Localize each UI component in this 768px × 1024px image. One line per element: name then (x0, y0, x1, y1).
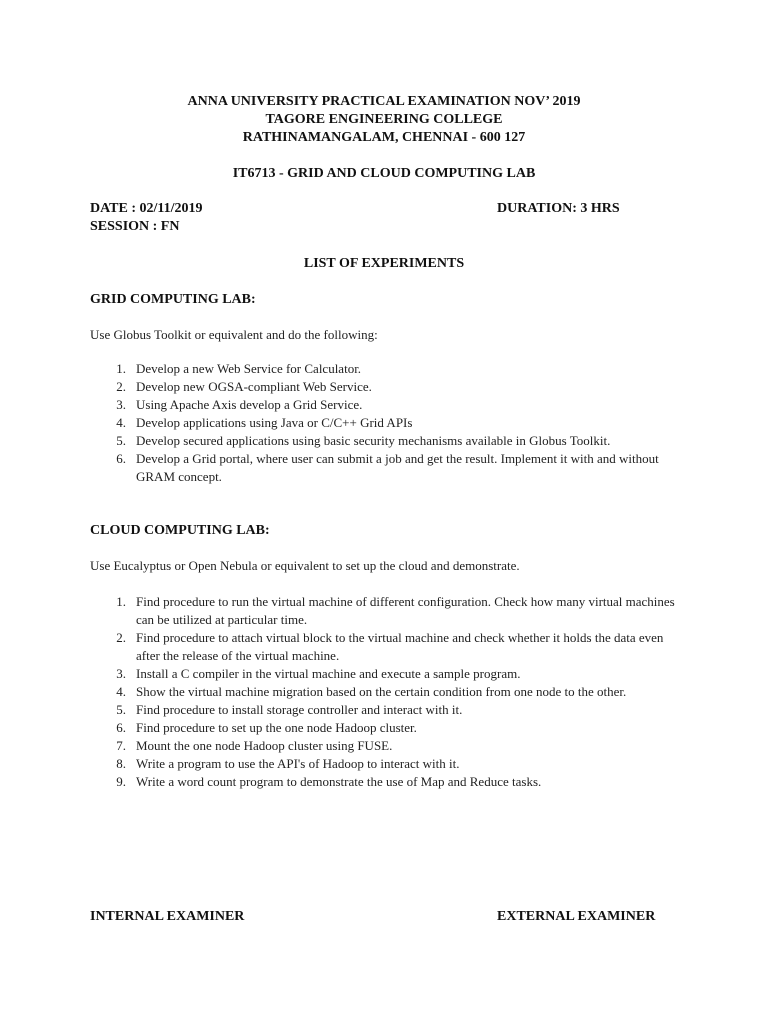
item-text: Find procedure to set up the one node Hadoop cluster. (136, 720, 417, 735)
item-number: 9. (116, 774, 126, 789)
list-item (90, 593, 680, 629)
internal-examiner-signature: INTERNAL EXAMINER (90, 909, 245, 924)
item-number: 2. (116, 630, 126, 645)
item-number: 1. (116, 594, 126, 609)
item-number: 3. (116, 666, 126, 681)
item-text: Develop applications using Java or C/C++ Grid APIs (136, 415, 413, 430)
item-number: 1. (116, 361, 126, 376)
item-text: Mount the one node Hadoop cluster using FUSE. (136, 738, 393, 753)
item-number: 5. (116, 702, 126, 717)
item-text: Develop a new Web Service for Calculator. (136, 361, 362, 376)
exam-duration: DURATION: 3 HRS (497, 201, 620, 216)
list-item (90, 396, 680, 414)
cloud-section-intro: Use Eucalyptus or Open Nebula or equivalent to set up the cloud and demonstrate. (90, 558, 520, 573)
item-number: 7. (116, 738, 126, 753)
item-number: 4. (116, 415, 126, 430)
list-item (90, 737, 680, 755)
college-name: TAGORE ENGINEERING COLLEGE (265, 112, 503, 127)
item-text: Find procedure to attach virtual block to the virtual machine and check whether it holds the data even after the release of the virtual machine. (136, 630, 664, 663)
exam-session: SESSION : FN (90, 219, 180, 234)
item-number: 2. (116, 379, 126, 394)
item-text: Write a program to use the API's of Hadoop to interact with it. (136, 756, 460, 771)
item-number: 6. (116, 451, 126, 466)
list-item (90, 773, 680, 791)
exam-meta-left (90, 200, 203, 236)
item-text: Using Apache Axis develop a Grid Service. (136, 397, 363, 412)
item-text: Show the virtual machine migration based on the certain condition from one node to the other. (136, 684, 627, 699)
item-number: 4. (116, 684, 126, 699)
list-item (90, 378, 680, 396)
cloud-section-heading: CLOUD COMPUTING LAB: (90, 523, 270, 538)
item-text: Install a C compiler in the virtual machine and execute a sample program. (136, 666, 521, 681)
item-text: Develop a Grid portal, where user can submit a job and get the result. Implement it with and without GRAM concept. (136, 451, 659, 484)
college-address: RATHINAMANGALAM, CHENNAI - 600 127 (242, 130, 526, 145)
item-number: 5. (116, 433, 126, 448)
item-text: Develop new OGSA-compliant Web Service. (136, 379, 372, 394)
item-text: Develop secured applications using basic security mechanisms available in Globus Toolkit. (136, 433, 611, 448)
item-text: Find procedure to run the virtual machine of different configuration. Check how many virtual machines can be utilized at particular time. (136, 594, 675, 627)
item-number: 8. (116, 756, 126, 771)
document-header (0, 93, 768, 147)
list-title: LIST OF EXPERIMENTS (303, 256, 465, 271)
list-item (90, 414, 680, 432)
item-number: 3. (116, 397, 126, 412)
list-item (90, 450, 680, 486)
exam-title: ANNA UNIVERSITY PRACTICAL EXAMINATION NOV’ 2019 (187, 94, 581, 109)
item-text: Write a word count program to demonstrate the use of Map and Reduce tasks. (136, 774, 542, 789)
course-title: IT6713 - GRID AND CLOUD COMPUTING LAB (232, 166, 536, 181)
grid-experiment-list (90, 360, 680, 486)
list-item (90, 665, 680, 683)
list-item (90, 360, 680, 378)
grid-section-intro: Use Globus Toolkit or equivalent and do the following: (90, 327, 378, 342)
list-item (90, 701, 680, 719)
external-examiner-signature: EXTERNAL EXAMINER (497, 909, 656, 924)
list-item (90, 719, 680, 737)
exam-date: DATE : 02/11/2019 (90, 201, 203, 216)
list-item (90, 755, 680, 773)
item-number: 6. (116, 720, 126, 735)
grid-section-heading: GRID COMPUTING LAB: (90, 292, 256, 307)
list-item (90, 432, 680, 450)
item-text: Find procedure to install storage controller and interact with it. (136, 702, 463, 717)
list-item (90, 629, 680, 665)
cloud-experiment-list (90, 593, 680, 791)
list-item (90, 683, 680, 701)
